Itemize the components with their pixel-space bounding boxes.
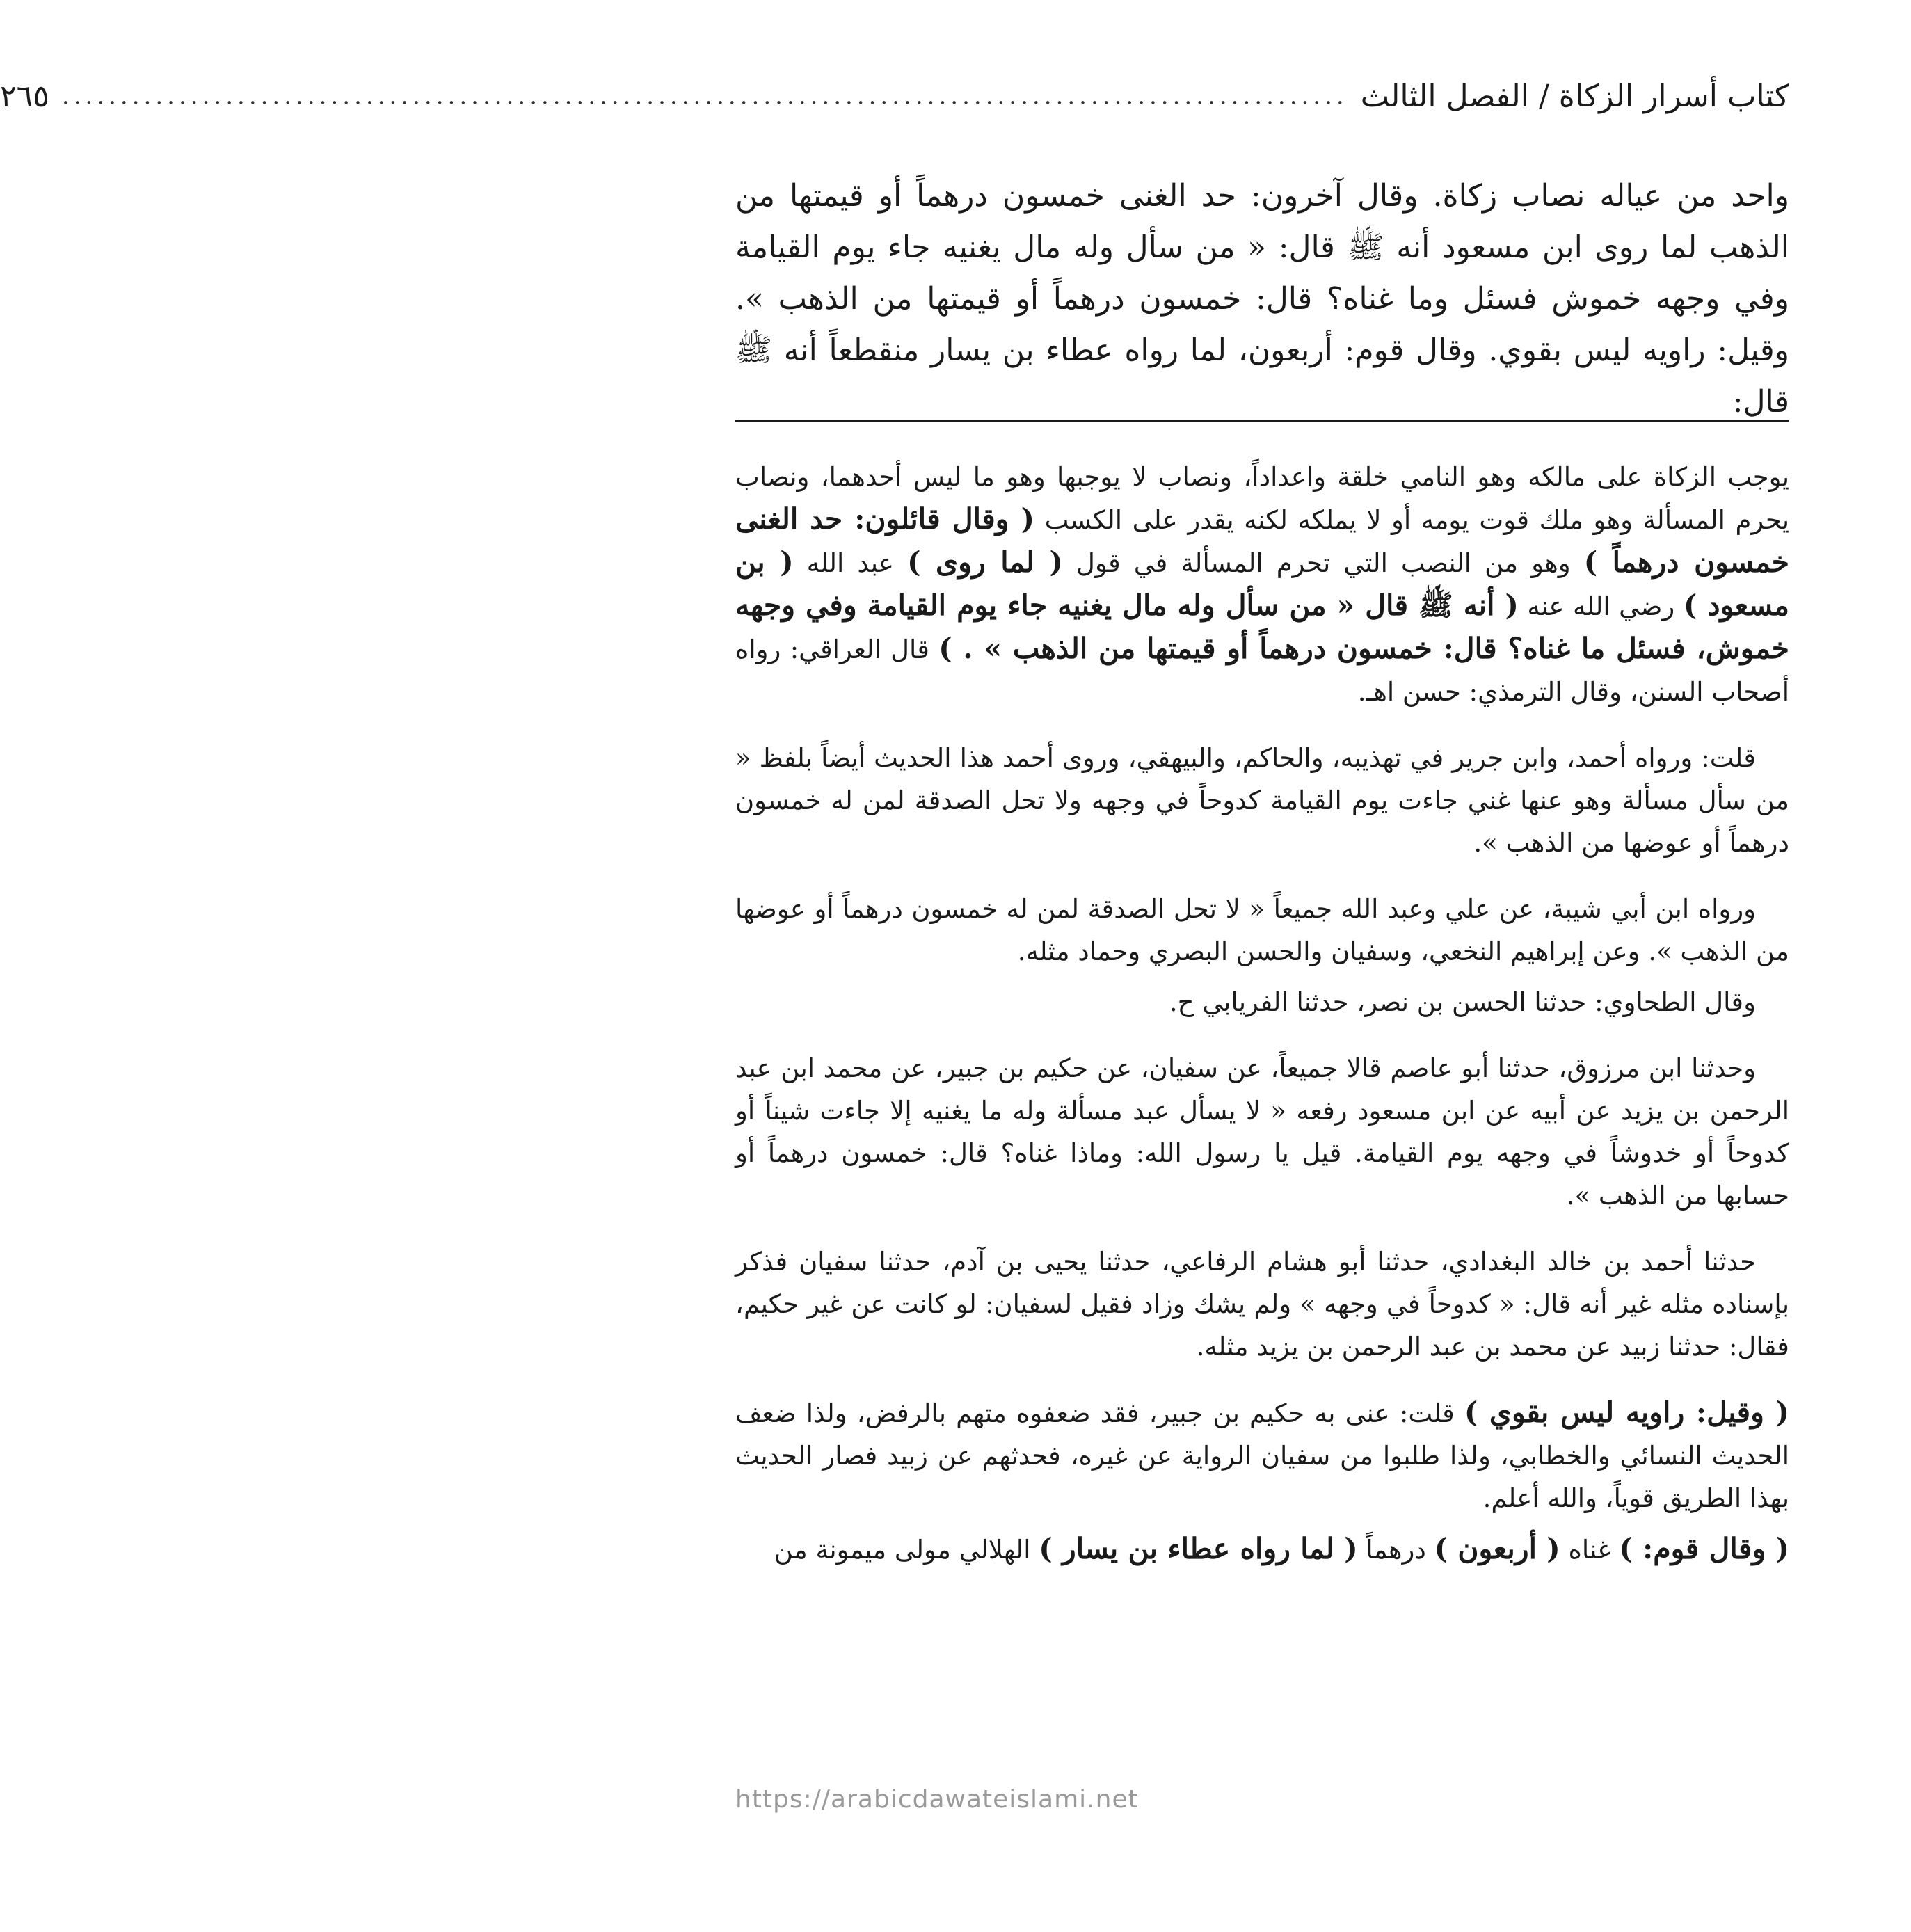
main-text-block <box>735 170 1789 428</box>
commentary-text: وهو من النصب التي تحرم المسألة في قول <box>1062 548 1584 578</box>
commentary-block <box>735 456 1789 1595</box>
commentary-paragraph-3: ورواه ابن أبي شيبة، عن علي وعبد الله جميعاً « لا تحل الصدقة لمن له خمسون درهماً أو عوضها من الذهب ». وعن إبراهيم النخعي، وسفيان والحسن البصري وحماد مثله. <box>735 894 1789 966</box>
main-paragraph: واحد من عياله نصاب زكاة. وقال آخرون: حد الغنى خمسون درهماً أو قيمتها من الذهب لما روى ابن مسعود أنه ﷺ قال: « من سأل وله مال يغنيه جاء يوم القيامة وفي وجهه خموش فسئل وما غناه؟ قال: خمسون درهماً أو قيمتها من الذهب ». وقيل: راويه ليس بقوي. وقال قوم: أربعون، لما رواه عطاء بن يسار منقطعاً أنه ﷺ قال: <box>735 178 1789 420</box>
commentary-text: يوجب الزكاة على مالكه وهو النامي خلقة واعداداً، ونصاب لا يوجبها وهو ما ليس أحدهما، ونصاب يحرم المسألة وهو ملك قوت يومه أو لا يملكه لكنه يقدر على الكسب <box>735 462 1790 535</box>
commentary-paragraph-7 <box>735 1391 1789 1519</box>
commentary-paragraph-6: حدثنا أحمد بن خالد البغدادي، حدثنا أبو هشام الرفاعي، حدثنا يحيى بن آدم، حدثنا سفيان فذكر بإسناده مثله غير أنه قال: « كدوحاً في وجهه » ولم يشك وزاد فقيل لسفيان: لو كانت عن غير حكيم، فقال: حدثنا زبيد عن محمد بن عبد الرحمن بن يزيد مثله. <box>735 1247 1789 1362</box>
page-number: ٢٦٥ <box>0 78 49 114</box>
watermark-url: https://arabicdawateislami.net <box>735 1785 1139 1814</box>
header-title: كتاب أسرار الزكاة / الفصل الثالث <box>1360 78 1789 114</box>
bold-quote: ( وقال قائلون: حد الغنى خمسون درهماً ) <box>735 502 1790 579</box>
commentary-text: عبد الله <box>793 548 908 578</box>
commentary-text: درهماً <box>1357 1535 1434 1565</box>
commentary-text: غناه <box>1560 1535 1620 1565</box>
separator-rule <box>735 420 1789 422</box>
commentary-paragraph-1 <box>735 456 1789 713</box>
commentary-text: رضي الله عنه <box>1518 591 1684 621</box>
commentary-paragraph-5: وحدثنا ابن مرزوق، حدثنا أبو عاصم قالا جميعاً، عن سفيان، عن حكيم بن جبير، عن محمد ابن عبد الرحمن بن يزيد عن أبيه عن ابن مسعود رفعه « لا يسأل عبد مسألة وله ما يغنيه إلا جاءت شيناً أو كدوحاً أو خدوشاً في وجهه يوم القيامة. قيل يا رسول الله: وماذا غناه؟ قال: خمسون درهماً أو حسابها من الذهب ». <box>735 1053 1789 1211</box>
commentary-paragraph-2: قلت: ورواه أحمد، وابن جرير في تهذيبه، والحاكم، والبيهقي، وروى أحمد هذا الحديث أيضاً بلفظ « من سأل مسألة وهو عنها غني جاءت يوم القيامة كدوحاً في وجهه ولا تحل الصدقة لمن له خمسون درهماً أو عوضها من الذهب ». <box>735 743 1789 858</box>
bold-quote: ( أنه ﷺ قال « من سأل وله مال يغنيه جاء يوم القيامة وفي وجهه خموش، فسئل ما غناه؟ قال: خمسون درهماً أو قيمتها من الذهب » . ) <box>735 589 1789 665</box>
commentary-text: الهلالي مولى ميمونة من <box>774 1535 1039 1565</box>
bold-quote: ( بن مسعود ) <box>735 545 1789 622</box>
commentary-text: قال العراقي: رواه أصحاب السنن، وقال الترمذي: حسن اهـ. <box>735 634 1789 707</box>
header-dot-leader: .............................................................................................................. <box>61 82 1348 110</box>
commentary-text: قلت: عنى به حكيم بن جبير، فقد ضعفوه متهم بالرفض، ولذا ضعف الحديث النسائي والخطابي، ولذا طلبوا من سفيان الرواية عن غيره، فحدثهم عن زبيد فصار الحديث بهذا الطريق قوياً، والله أعلم. <box>735 1398 1789 1513</box>
running-header <box>0 75 1789 117</box>
bold-quote: ( لما روى ) <box>907 545 1063 579</box>
bold-quote: ( وقيل: راويه ليس بقوي ) <box>1464 1396 1789 1429</box>
commentary-paragraph-8 <box>735 1528 1789 1571</box>
bold-quote: ( وقال قوم: ) <box>1619 1532 1789 1565</box>
commentary-paragraph-4: وقال الطحاوي: حدثنا الحسن بن نصر، حدثنا الفريابي ح. <box>1169 987 1756 1017</box>
bold-quote: ( أربعون ) <box>1434 1532 1560 1565</box>
bold-quote: ( لما رواه عطاء بن يسار ) <box>1039 1532 1358 1565</box>
